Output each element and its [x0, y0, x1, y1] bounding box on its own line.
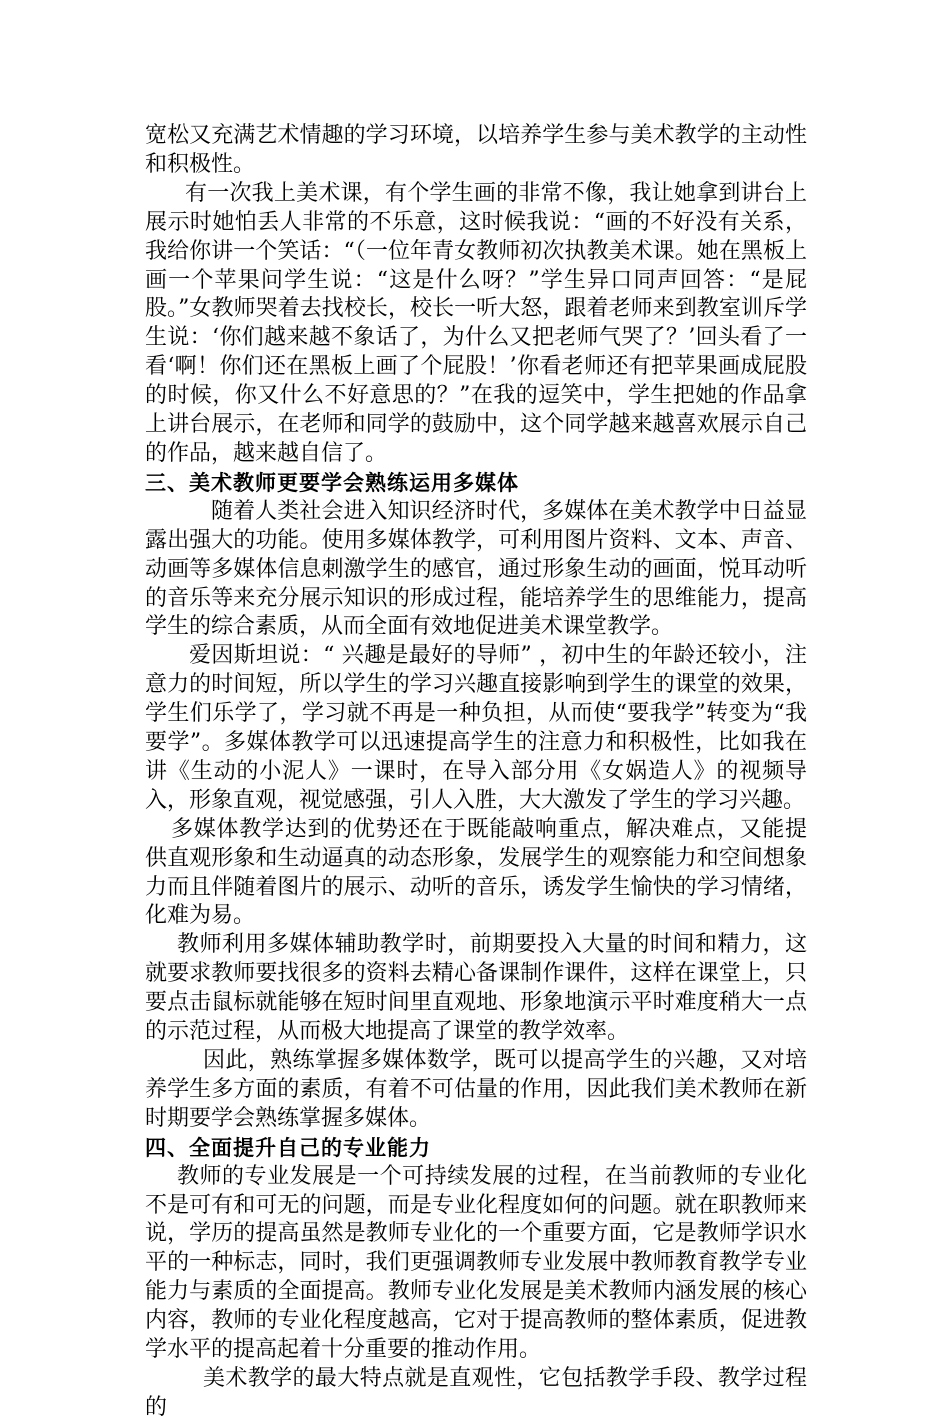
paragraph-teacher-joke-story: 有一次我上美术课，有个学生画的非常不像，我让她拿到讲台上展示时她怕丢人非常的不乐意，这时候我说：“画的不好没有关系，我给你讲一个笑话：“（一位年青女教师初次执教美术课。她在黑板上画一个苹果问学生说：“这是什么呀？”学生异口同声回答：“是屁股。”女教师哭着去找校长，校长一听大怒，跟着老师来到教室训斥学生说：‘你们越来越不象话了，为什么又把老师气哭了？’回头看了一看‘啊！你们还在黑板上画了个屁股！’你看老师还有把苹果画成屁股的时候，你又什么不好意思的？”在我的逗笑中，学生把她的作品拿上讲台展示，在老师和同学的鼓励中，这个同学越来越喜欢展示自己的作品，越来越自信了。: [145, 180, 807, 466]
paragraph-multimedia-advantages: 多媒体教学达到的优势还在于既能敲响重点，解决难点，又能提供直观形象和生动逼真的动态形象，发展学生的观察能力和空间想象力而且伴随着图片的展示、动听的音乐，诱发学生愉快的学习情绪，化难为易。: [145, 816, 807, 929]
paragraph-professional-development: 教师的专业发展是一个可持续发展的过程，在当前教师的专业化不是可有和可无的问题，而是专业化程度如何的问题。就在职教师来说，学历的提高虽然是教师专业化的一个重要方面，它是教师学识水平的一种标志，同时，我们更强调教师专业发展中教师教育教学专业能力与素质的全面提高。教师专业化发展是美术教师内涵发展的核心内容，教师的专业化程度越高，它对于提高教师的整体素质，促进教学水平的提高起着十分重要的推动作用。: [145, 1163, 807, 1363]
paragraph-multimedia-conclusion: 因此，熟练掌握多媒体数学，既可以提高学生的兴趣，又对培养学生多方面的素质，有着不可估量的作用，因此我们美术教师在新时期要学会熟练掌握多媒体。: [145, 1048, 807, 1131]
section-heading-professional-ability: 四、全面提升自己的专业能力: [145, 1135, 431, 1160]
document-page: [145, 122, 807, 1423]
paragraph-einstein-interest: 爱因斯坦说：“ 兴趣是最好的导师” ，初中生的年龄还较小，注意力的时间短，所以学生的学习兴趣直接影响到学生的课堂的效果，学生们乐学了，学习就不再是一种负担，从而使“要我学”转变为“我要学”。多媒体教学可以迅速提高学生的注意力和积极性，比如我在讲《生动的小泥人》一课时，在导入部分用《女娲造人》的视频导入，形象直观，视觉感强，引人入胜，大大激发了学生的学习兴趣。: [145, 643, 807, 813]
paragraph-learning-environment: 宽松又充满艺术情趣的学习环境，以培养学生参与美术教学的主动性和积极性。: [145, 123, 807, 177]
paragraph-art-teaching-feature: 美术教学的最大特点就是直观性，它包括教学手段、教学过程的: [145, 1365, 807, 1420]
paragraph-multimedia-function: 随着人类社会进入知识经济时代，多媒体在美术教学中日益显露出强大的功能。使用多媒体教学，可利用图片资料、文本、声音、动画等多媒体信息刺激学生的感官，通过形象生动的画面，悦耳动听的音乐等来充分展示知识的形成过程，能培养学生的思维能力，提高学生的综合素质，从而全面有效地促进美术课堂教学。: [145, 498, 807, 640]
paragraph-multimedia-preparation: 教师利用多媒体辅助教学时，前期要投入大量的时间和精力，这就要求教师要找很多的资料去精心备课制作课件，这样在课堂上，只要点击鼠标就能够在短时间里直观地、形象地演示平时难度稍大一点的示范过程，从而极大地提高了课堂的教学效率。: [145, 932, 807, 1045]
section-heading-multimedia: 三、美术教师更要学会熟练运用多媒体: [145, 470, 519, 495]
